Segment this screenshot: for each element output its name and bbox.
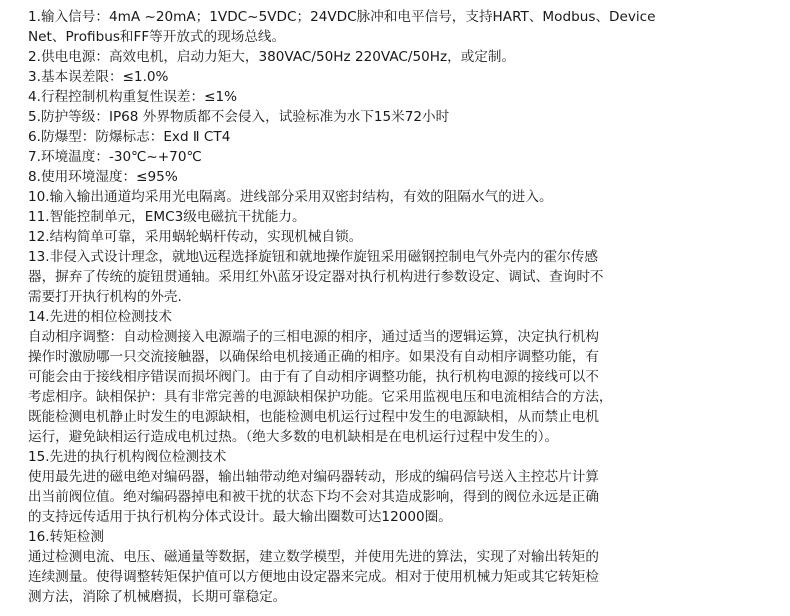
spec-line: 1.输入信号：4mA ~20mA；1VDC~5VDC；24VDC脉冲和电平信号，支持HART、Modbus、Device [28,9,656,25]
spec-line: 自动相序调整：自动检测接入电源端子的三相电源的相序，通过适当的逻辑运算，决定执行机构 [28,329,599,345]
spec-line: 可能会由于接线相序错误而损坏阀门。由于有了自动相序调整功能，执行机构电源的接线可以不 [28,369,599,385]
spec-line: 12.结构简单可靠，采用蜗轮蜗杆传动，实现机械自锁。 [28,229,363,245]
spec-line: 出当前阀位值。绝对编码器掉电和被干扰的状态下均不会对其造成影响，得到的阀位永远是正确 [28,489,599,505]
spec-line: 3.基本误差限：≤1.0% [28,69,169,85]
spec-line: 13.非侵入式设计理念，就地\远程选择旋钮和就地操作旋钮采用磁钢控制电气外壳内的霍尔传感 [28,249,598,265]
spec-line: 操作时激励哪一只交流接触器，以确保给电机接通正确的相序。如果没有自动相序调整功能，有 [28,349,599,365]
spec-line: 使用最先进的磁电绝对编码器，输出轴带动绝对编码器转动，形成的编码信号送入主控芯片计算 [28,469,599,485]
spec-line: 8.使用环境湿度：≤95% [28,169,178,185]
spec-line: 2.供电电源：高效电机，启动力矩大，380VAC/50Hz 220VAC/50Hz，或定制。 [28,49,516,65]
spec-line: 通过检测电流、电压、磁通量等数据，建立数学模型，并使用先进的算法，实现了对输出转矩的 [28,549,599,565]
spec-line: 运行，避免缺相运行造成电机过热。（绝大多数的电机缺相是在电机运行过程中发生的）。 [28,429,559,445]
spec-line: 测方法，消除了机械磨损，长期可靠稳定。 [28,589,287,605]
section-heading: 14.先进的相位检测技术 [28,309,172,325]
spec-line: 10.输入输出通道均采用光电隔离。进线部分采用双密封结构，有效的阻隔水气的进入。 [28,189,553,205]
spec-line: 连续测量。使得调整转矩保护值可以方便地由设定器来完成。相对于使用机械力矩或其它转矩检 [28,569,599,585]
spec-line: 需要打开执行机构的外壳. [28,289,182,305]
spec-line: 的支持远传适用于执行机构分体式设计。最大输出圈数可达12000圈。 [28,509,452,525]
spec-line: 6.防爆型：防爆标志：Exd Ⅱ CT4 [28,129,231,145]
section-heading: 16.转矩检测 [28,529,104,545]
spec-line: 4.行程控制机构重复性误差：≤1% [28,89,238,105]
spec-line: 11.智能控制单元，EMC3级电磁抗干扰能力。 [28,209,306,225]
spec-line: Net、Profibus和FF等开放式的现场总线。 [28,29,286,45]
spec-line: 5.防护等级：IP68 外界物质都不会侵入，试验标准为水下15米72小时 [28,109,450,125]
spec-line: 7.环境温度：-30℃~+70℃ [28,149,202,165]
spec-line: 既能检测电机静止时发生的电源缺相，也能检测电机运行过程中发生的电源缺相，从而禁止电机 [28,409,599,425]
spec-line: 器，摒弃了传统的旋钮贯通轴。采用红外\蓝牙设定器对执行机构进行参数设定、调试、查询时不 [28,269,604,285]
section-heading: 15.先进的执行机构阀位检测技术 [28,449,227,465]
spec-line: 考虑相序。缺相保护：具有非常完善的电源缺相保护功能。它采用监视电压和电流相结合的方法， [28,389,613,405]
